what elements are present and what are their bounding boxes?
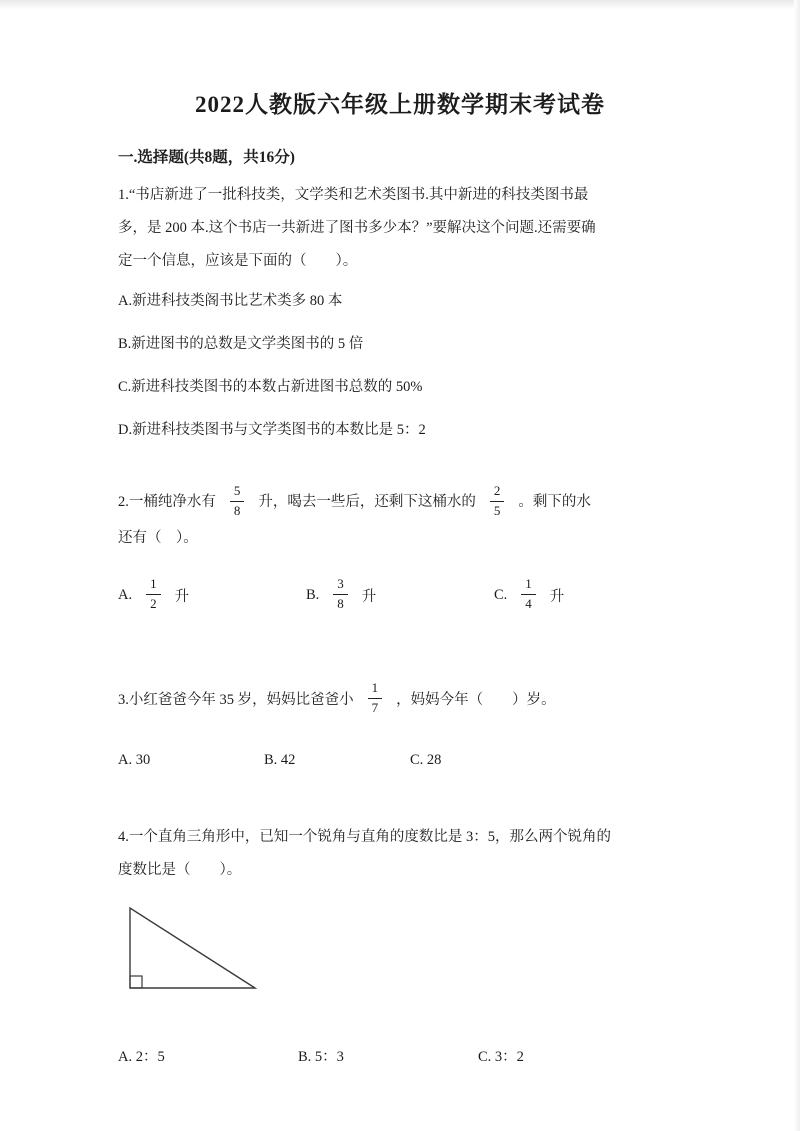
question-1-option-a: A.新进科技类阁书比艺术类多 80 本 <box>118 293 343 309</box>
question-4-option-c: C. 3：2 <box>478 1048 524 1065</box>
question-1-option-d: D.新进科技类图书与文学类图书的本数比是 5：2 <box>118 422 426 438</box>
fraction-denominator: 5 <box>493 502 501 518</box>
question-4-line-2: 度数比是（ ）。 <box>118 861 242 878</box>
option-unit: 升 <box>174 588 190 605</box>
question-3-option-c: C. 28 <box>410 751 442 768</box>
fraction-numerator: 2 <box>490 483 505 502</box>
right-angle-marker <box>130 976 142 988</box>
question-3-text-pre: 3.小红爸爸今年 35 岁，妈妈比爸爸小 <box>118 691 354 708</box>
question-1-options <box>118 278 682 450</box>
fraction-2-5 <box>490 483 505 520</box>
question-4-line-1: 4.一个直角三角形中，已知一个锐角与直角的度数比是 3：5，那么两个锐角的 <box>118 828 611 845</box>
question-2-text-line-2: 还有（ ）。 <box>118 530 198 546</box>
page-top-edge <box>0 0 800 10</box>
question-1-line-1: 1.“书店新进了一批科技类，文学类和艺术类图书.其中新进的科技类图书最 <box>118 187 589 203</box>
fraction-5-8 <box>230 483 245 520</box>
fraction-denominator: 7 <box>371 700 379 716</box>
question-3-option-a: A. 30 <box>118 751 151 768</box>
option-unit: 升 <box>361 588 377 605</box>
fraction-denominator: 2 <box>150 595 157 611</box>
option-label: A. <box>118 586 133 603</box>
question-1-option-b: B.新进图书的总数是文学类图书的 5 倍 <box>118 336 364 352</box>
fraction-1-2 <box>146 576 161 613</box>
option-unit: 升 <box>549 588 565 605</box>
question-2-options <box>118 577 682 614</box>
question-1-line-3: 定一个信息，应该是下面的（ ）。 <box>118 253 358 269</box>
question-3-text-post: ，妈妈今年（ ）岁。 <box>396 691 556 708</box>
question-1-line-2: 多，是 200 本.这个书店一共新进了图书多少本？”要解决这个问题.还需要确 <box>118 220 596 236</box>
question-2-option-b <box>306 577 494 614</box>
fraction-denominator: 4 <box>525 595 532 611</box>
question-3-option-b: B. 42 <box>264 751 296 768</box>
question-2 <box>118 482 682 614</box>
question-3 <box>118 680 682 769</box>
page-title: 2022人教版六年级上册数学期末考试卷 <box>195 92 605 117</box>
question-2-text-pre: 2.一桶纯净水有 <box>118 494 216 510</box>
question-2-option-c <box>494 577 682 614</box>
right-triangle-figure <box>124 903 682 1003</box>
question-4-options <box>118 1045 682 1066</box>
section-header: 一.选择题(共8题，共16分) <box>118 149 295 166</box>
option-label: C. <box>494 586 508 603</box>
fraction-numerator: 1 <box>521 576 536 595</box>
question-2-text-line-1 <box>118 482 682 522</box>
fraction-numerator: 5 <box>230 483 245 502</box>
fraction-3-8 <box>333 576 348 613</box>
fraction-1-7 <box>368 680 383 717</box>
option-label: B. <box>306 586 320 603</box>
question-1-text <box>118 179 682 278</box>
question-2-text-post: 。剩下的水 <box>518 494 591 510</box>
question-3-text <box>118 680 682 720</box>
right-triangle-svg <box>124 903 264 998</box>
question-4-option-a: A. 2：5 <box>118 1048 165 1065</box>
fraction-numerator: 1 <box>368 680 383 699</box>
question-3-options <box>118 752 682 769</box>
question-4 <box>118 821 682 1066</box>
page-right-edge <box>794 0 800 1131</box>
question-2-option-a <box>118 577 306 614</box>
fraction-numerator: 1 <box>146 576 161 595</box>
fraction-denominator: 8 <box>233 502 241 518</box>
question-4-option-b: B. 5：3 <box>298 1048 344 1065</box>
fraction-numerator: 3 <box>333 576 348 595</box>
fraction-1-4 <box>521 576 536 613</box>
fraction-denominator: 8 <box>337 595 344 611</box>
question-4-text <box>118 821 682 887</box>
question-1-option-c: C.新进科技类图书的本数占新进图书总数的 50% <box>118 379 423 395</box>
question-2-text-mid: 升，喝去一些后，还剩下这桶水的 <box>258 494 476 510</box>
